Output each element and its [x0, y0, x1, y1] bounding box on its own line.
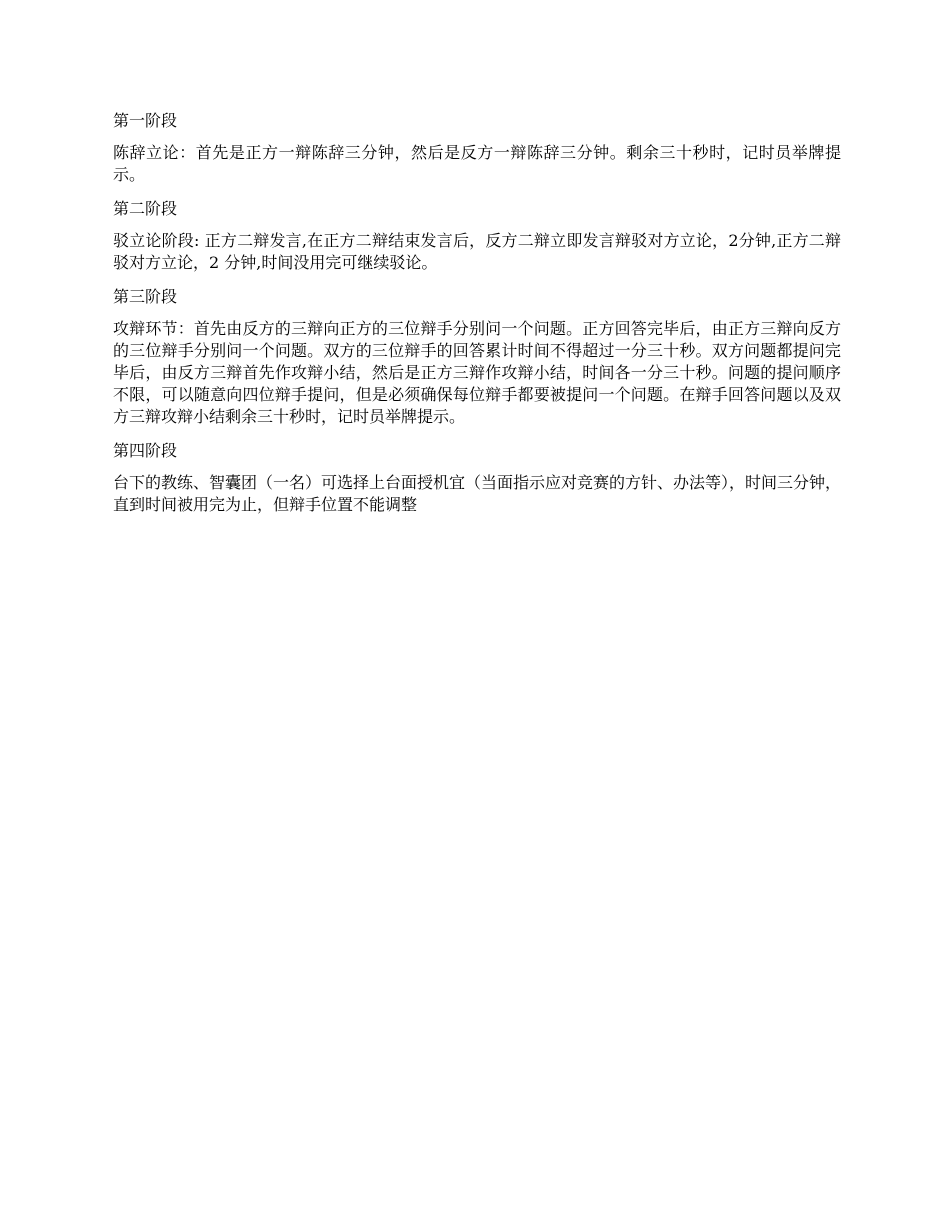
section-paragraph: 陈辞立论：首先是正方一辩陈辞三分钟，然后是反方一辩陈辞三分钟。剩余三十秒时，记时员举牌提示。 — [113, 143, 841, 184]
section-paragraph: 攻辩环节：首先由反方的三辩向正方的三位辩手分别问一个问题。正方回答完毕后，由正方三辩向反方的三位辩手分别问一个问题。双方的三位辩手的回答累计时间不得超过一分三十秒。双方问题都提问完毕后，由反方三辩首先作攻辩小结，然后是正方三辩作攻辩小结，时间各一分三十秒。问题的提问顺序不限，可以随意向四位辩手提问，但是必须确保每位辩手都要被提问一个问题。在辩手回答问题以及双方三辩攻辩小结剩余三十秒时，记时员举牌提示。 — [113, 319, 841, 426]
section-3 — [113, 286, 841, 428]
section-heading: 第一阶段 — [113, 111, 178, 130]
section-paragraph: 驳立论阶段: 正方二辩发言,在正方二辩结束发言后，反方二辩立即发言辩驳对方立论，2分钟,正方二辩驳对方立论，2 分钟,时间没用完可继续驳论。 — [113, 231, 841, 272]
section-heading: 第二阶段 — [113, 199, 178, 218]
section-heading: 第四阶段 — [113, 441, 178, 460]
document-page — [113, 110, 841, 528]
section-2 — [113, 198, 841, 274]
section-heading: 第三阶段 — [113, 287, 178, 306]
section-paragraph: 台下的教练、智囊团（一名）可选择上台面授机宜（当面指示应对竞赛的方针、办法等），时间三分钟，直到时间被用完为止，但辩手位置不能调整 — [113, 473, 842, 514]
section-1 — [113, 110, 841, 186]
section-4 — [113, 440, 841, 516]
